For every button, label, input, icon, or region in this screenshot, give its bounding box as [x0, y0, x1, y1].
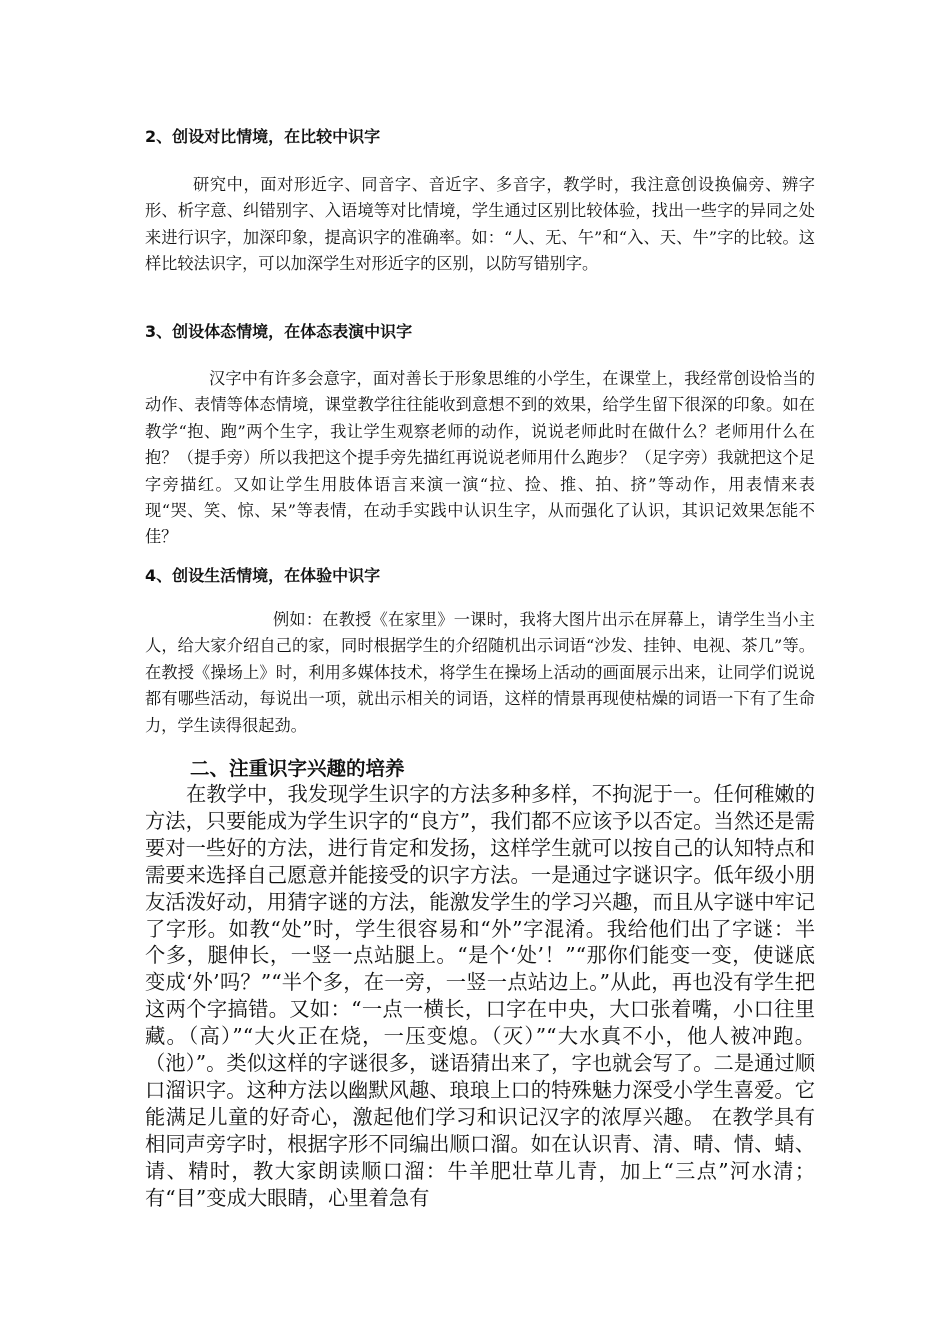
section-body-3: 汉字中有许多会意字，面对善长于形象思维的小学生，在课堂上，我经常创设恰当的动作、表情等体态情境，课堂教学往往能收到意想不到的效果，给学生留下很深的印象。如在教学“抱、跑”两个生字，我让学生观察老师的动作，说说老师此时在做什么？老师用什么在抱？（提手旁）所以我把这个提手旁先描红再说说老师用什么跑步？（足字旁）我就把这个足字旁描红。又如让学生用肢体语言来演一演“拉、捡、推、拍、挤”等动作，用表情来表现“哭、笑、惊、呆”等表情，在动手实践中认识生字，从而强化了认识，其识记效果怎能不佳？	[145, 369, 815, 547]
part-body-2: 在教学中，我发现学生识字的方法多种多样，不拘泥于一。任何稚嫩的方法，只要能成为学生识字的“良方”，我们都不应该予以否定。当然还是需要对一些好的方法，进行肯定和发扬，这样学生就可以按自己的认知特点和需要来选择自己愿意并能接受的识字方法。一是通过字谜识字。低年级小朋友活泼好动，用猜字谜的方法，能激发学生的学习兴趣，而且从字谜中牢记了字形。如教“处”时，学生很容易和“外”字混淆。我给他们出了字谜：半个多，腿伸长，一竖一点站腿上。“是个‘处’！”“那你们能变一变，使谜底变成‘外’吗？”“半个多，在一旁，一竖一点站边上。”从此，再也没有学生把这两个字搞错。又如：“一点一横长，口字在中央，大口张着嘴，小口往里藏。（高）”“大火正在烧，一压变熄。（灭）”“大水真不小，他人被冲跑。（池）”。类似这样的字谜很多，谜语猜出来了，字也就会写了。二是通过顺口溜识字。这种方法以幽默风趣、琅琅上口的特殊魅力深受小学生喜爱。它能满足儿童的好奇心，激起他们学习和识记汉字的浓厚兴趣。 在教学具有相同声旁字时，根据字形不同编出顺口溜。如在认识青、清、晴、情、蜻、请、精时，教大家朗读顺口溜：牛羊肥壮草儿青，加上“三点”河水清；有“目”变成大眼睛，心里着急有	[145, 782, 815, 1210]
section-heading-4: 4、创设生活情境，在体验中识字	[145, 566, 381, 585]
part-heading-2: 二、注重识字兴趣的培养	[190, 757, 405, 780]
section-body-4: 例如：在教授《在家里》一课时，我将大图片出示在屏幕上，请学生当小主人，给大家介绍自己的家，同时根据学生的介绍随机出示词语“沙发、挂钟、电视、茶几”等。在教授《操场上》时，利用多媒体技术，将学生在操场上活动的画面展示出来，让同学们说说都有哪些活动，每说出一项，就出示相关的词语，这样的情景再现使枯燥的词语一下有了生命力，学生读得很起劲。	[145, 610, 815, 735]
section-body-2: 研究中，面对形近字、同音字、音近字、多音字，教学时，我注意创设换偏旁、辨字形、析字意、纠错别字、入语境等对比情境，学生通过区别比较体验，找出一些字的异同之处来进行识字，加深印象，提高识字的准确率。如：“人、无、午”和“入、天、牛”字的比较。这样比较法识字，可以加深学生对形近字的区别，以防写错别字。	[145, 175, 815, 274]
section-heading-2: 2、创设对比情境，在比较中识字	[145, 127, 381, 146]
section-heading-3: 3、创设体态情境，在体态表演中识字	[145, 322, 413, 341]
